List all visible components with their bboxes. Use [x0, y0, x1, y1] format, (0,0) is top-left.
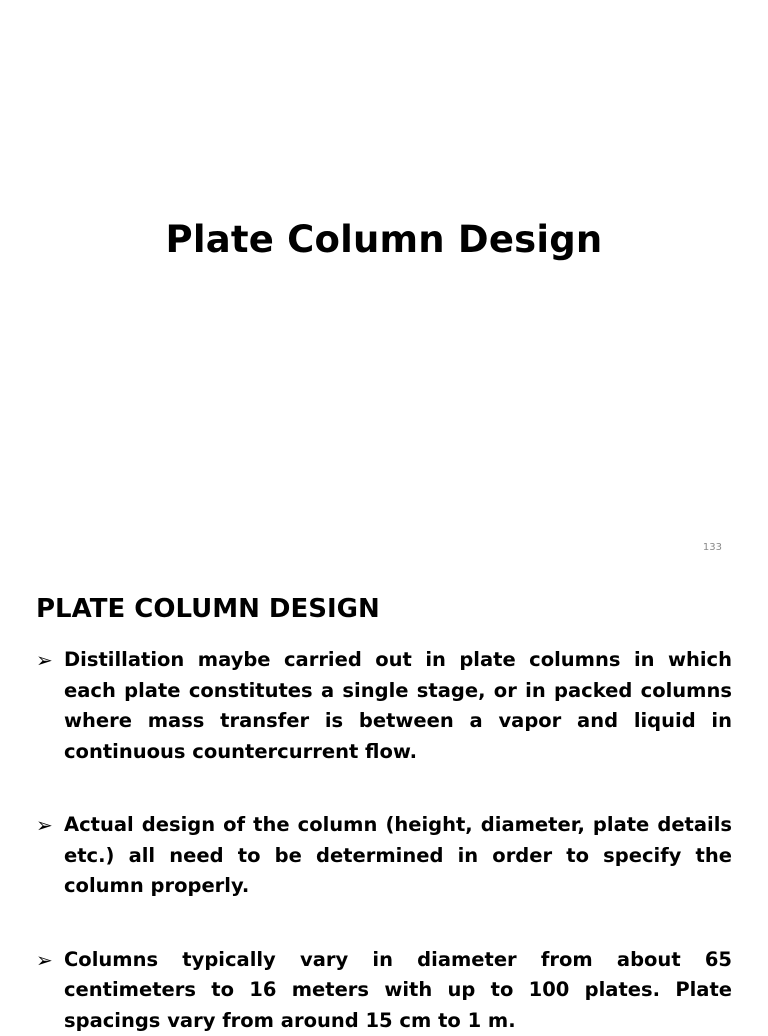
bullet-text: Columns typically vary in diameter from about 65 centimeters to 16 meters with up to 100 plates. Plate spacings vary from around 15 cm to 1 m. [64, 948, 732, 1032]
arrow-bullet-icon: ➢ [36, 945, 53, 976]
bullet-item [36, 645, 732, 767]
bullet-text: Distillation maybe carried out in plate columns in which each plate constitutes a single stage, or in packed columns where mass transfer is between a vapor and liquid in continuous countercurrent flow. [64, 648, 732, 763]
bullet-item [36, 810, 732, 902]
section-heading: PLATE COLUMN DESIGN [36, 594, 380, 624]
arrow-bullet-icon: ➢ [36, 645, 53, 676]
arrow-bullet-icon: ➢ [36, 810, 53, 841]
bullet-list [36, 645, 732, 1036]
page-number: 133 [703, 542, 722, 553]
slide-title: Plate Column Design [0, 218, 768, 261]
bullet-text: Actual design of the column (height, diameter, plate details etc.) all need to be determined in order to specify the column properly. [64, 813, 732, 897]
bullet-item [36, 945, 732, 1036]
